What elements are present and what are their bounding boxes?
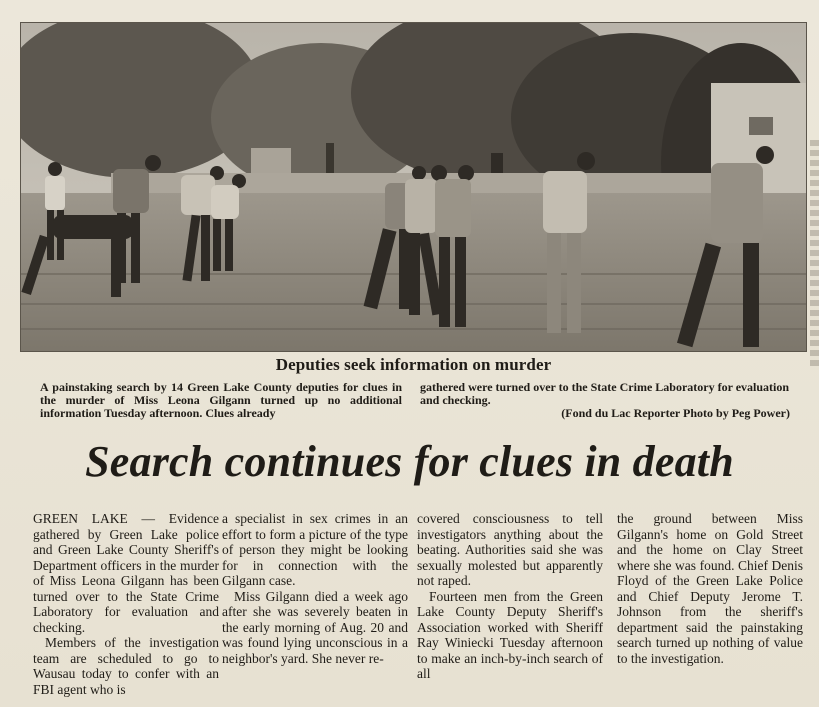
photo-caption-right — [420, 381, 790, 420]
article-column-3 — [417, 511, 603, 682]
photo-caption-left: A painstaking search by 14 Green Lake County deputies for clues in the murder of Miss Leona Gilgann turned up no additional information Tuesday afternoon. Clues already — [40, 380, 402, 420]
article-column-2 — [222, 511, 408, 666]
search-photo — [20, 22, 807, 352]
article-column-1 — [33, 511, 219, 697]
article-column-4 — [617, 511, 803, 666]
paragraph: Members of the investigation team are scheduled to go to Wausau today to confer with an FBI agent who is — [33, 635, 219, 697]
adjacent-column-edge — [810, 140, 819, 370]
paragraph: Miss Gilgann died a week ago after she was severely beaten in the early morning of Aug. 20 and was found lying unconscious in a neighbor's yard. She never re- — [222, 588, 408, 666]
photo-caption-title: Deputies seek information on murder — [275, 355, 552, 374]
article-headline: Search continues for clues in death — [85, 437, 734, 486]
paragraph: the ground between Miss Gilgann's home on Gold Street and the home on Clay Street where she was found. Chief Denis Floyd of the Green Lake Police and Chief Deputy Jerome T. Johnson from the sheriff's department said the painstaking search turned up nothing of value to the investigation. — [617, 511, 803, 666]
paragraph: Fourteen men from the Green Lake County Deputy Sheriff's Association worked with Sheriff Ray Winiecki Tuesday afternoon to make an inch-by-inch search of all — [417, 588, 603, 681]
paragraph: a specialist in sex crimes in an effort to form a picture of the type of person they might be looking for in connection with the Gilgann case. — [222, 511, 408, 588]
photo-illustration — [21, 23, 807, 352]
photo-credit: (Fond du Lac Reporter Photo by Peg Power) — [561, 406, 790, 420]
paragraph: GREEN LAKE — Evidence gathered by Green Lake police and Green Lake County Sheriff's Department officers in the murder of Miss Leona Gilgann has been turned over to the State Crime Laboratory for evaluation and checking. — [33, 511, 219, 635]
paragraph: covered consciousness to tell investigators anything about the beating. Authorities said she was sexually molested but apparently not raped. — [417, 511, 603, 588]
photo-caption-right-text: gathered were turned over to the State Crime Laboratory for evaluation and checking. — [420, 380, 790, 407]
